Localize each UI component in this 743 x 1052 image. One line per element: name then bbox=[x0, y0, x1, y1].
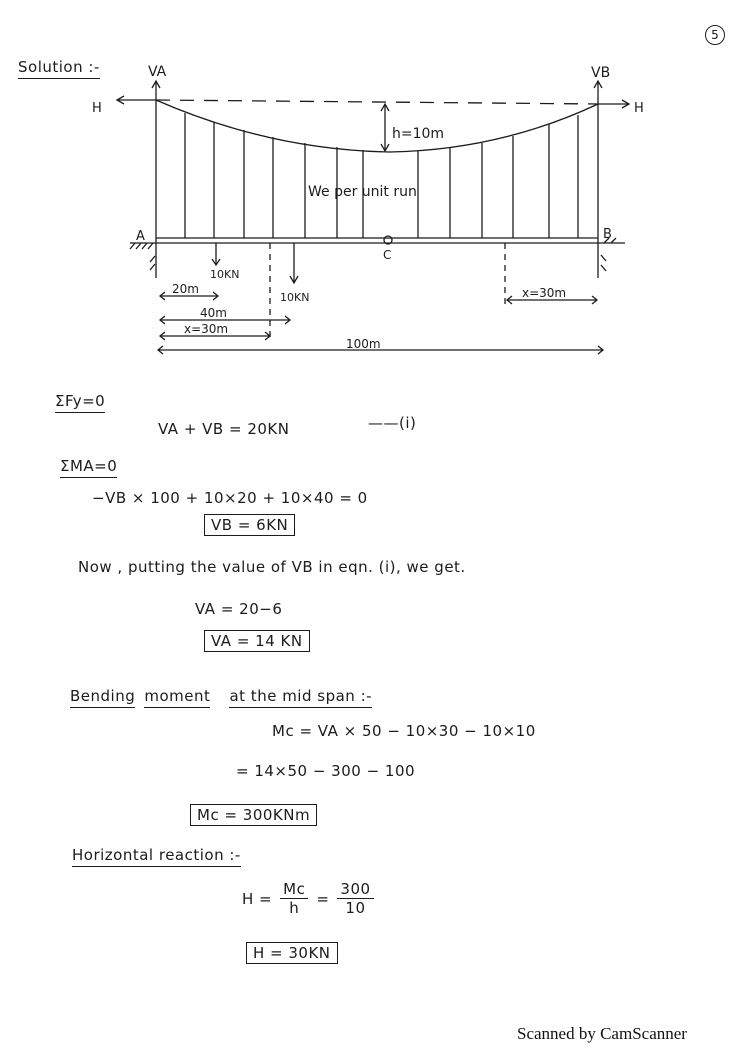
h-numerator-2: 300 bbox=[337, 880, 373, 899]
dim-x-left-label: x=30m bbox=[184, 322, 229, 336]
bending-moment-title bbox=[70, 686, 372, 705]
horizontal-reaction-title: Horizontal reaction :- bbox=[72, 846, 241, 867]
load1-label: 10KN bbox=[210, 268, 240, 281]
h-left-label: H bbox=[92, 101, 102, 116]
load2-label: 10KN bbox=[280, 291, 310, 304]
solution-heading: Solution :- bbox=[18, 58, 100, 79]
h-right-label: H bbox=[634, 101, 644, 116]
sum-ma-equation: −VB × 100 + 10×20 + 10×40 = 0 bbox=[92, 489, 368, 507]
point-c-label: C bbox=[383, 248, 392, 262]
h-result: H = 30KN bbox=[246, 942, 338, 964]
cable-diagram bbox=[0, 0, 743, 370]
bm-title-word-2: moment bbox=[144, 687, 210, 708]
now-statement: Now , putting the value of VB in eqn. (i), we get. bbox=[78, 558, 466, 576]
h-equation bbox=[242, 880, 374, 917]
sag-label: h=10m bbox=[392, 126, 445, 142]
dim-100-label: 100m bbox=[346, 337, 381, 351]
mc-equation-1: Mc = VA × 50 − 10×30 − 10×10 bbox=[272, 722, 536, 740]
va-calculation: VA = 20−6 bbox=[195, 600, 283, 618]
h-fraction-1 bbox=[280, 880, 308, 917]
equation-reference: ——(i) bbox=[368, 414, 417, 432]
h-numerator: Mc bbox=[280, 880, 308, 899]
va-label: VA bbox=[148, 64, 167, 80]
sum-fy-title: ΣFy=0 bbox=[55, 392, 105, 413]
mc-result: Mc = 300KNm bbox=[190, 804, 317, 826]
page-number: 5 bbox=[705, 25, 725, 45]
h-fraction-2 bbox=[337, 880, 373, 917]
point-a-label: A bbox=[136, 229, 145, 244]
load-label: We per unit run bbox=[308, 184, 417, 200]
dim-x-right-label: x=30m bbox=[522, 286, 567, 300]
point-b-label: B bbox=[603, 227, 612, 242]
dim-20-label: 20m bbox=[172, 282, 199, 296]
sum-ma-title: ΣMA=0 bbox=[60, 457, 117, 478]
h-lhs: H = bbox=[242, 889, 273, 908]
h-denominator: h bbox=[289, 899, 300, 917]
mc-equation-2: = 14×50 − 300 − 100 bbox=[236, 762, 416, 780]
bm-title-word-3: at the mid span :- bbox=[229, 687, 372, 708]
h-denominator-2: 10 bbox=[345, 899, 366, 917]
vb-label: VB bbox=[591, 65, 611, 81]
vb-result: VB = 6KN bbox=[204, 514, 295, 536]
sum-fy-equation: VA + VB = 20KN bbox=[158, 420, 290, 438]
h-equals: = bbox=[316, 889, 330, 908]
scanner-watermark: Scanned by CamScanner bbox=[517, 1024, 687, 1043]
dim-40-label: 40m bbox=[200, 306, 227, 320]
bm-title-word-1: Bending bbox=[70, 687, 135, 708]
va-result: VA = 14 KN bbox=[204, 630, 310, 652]
